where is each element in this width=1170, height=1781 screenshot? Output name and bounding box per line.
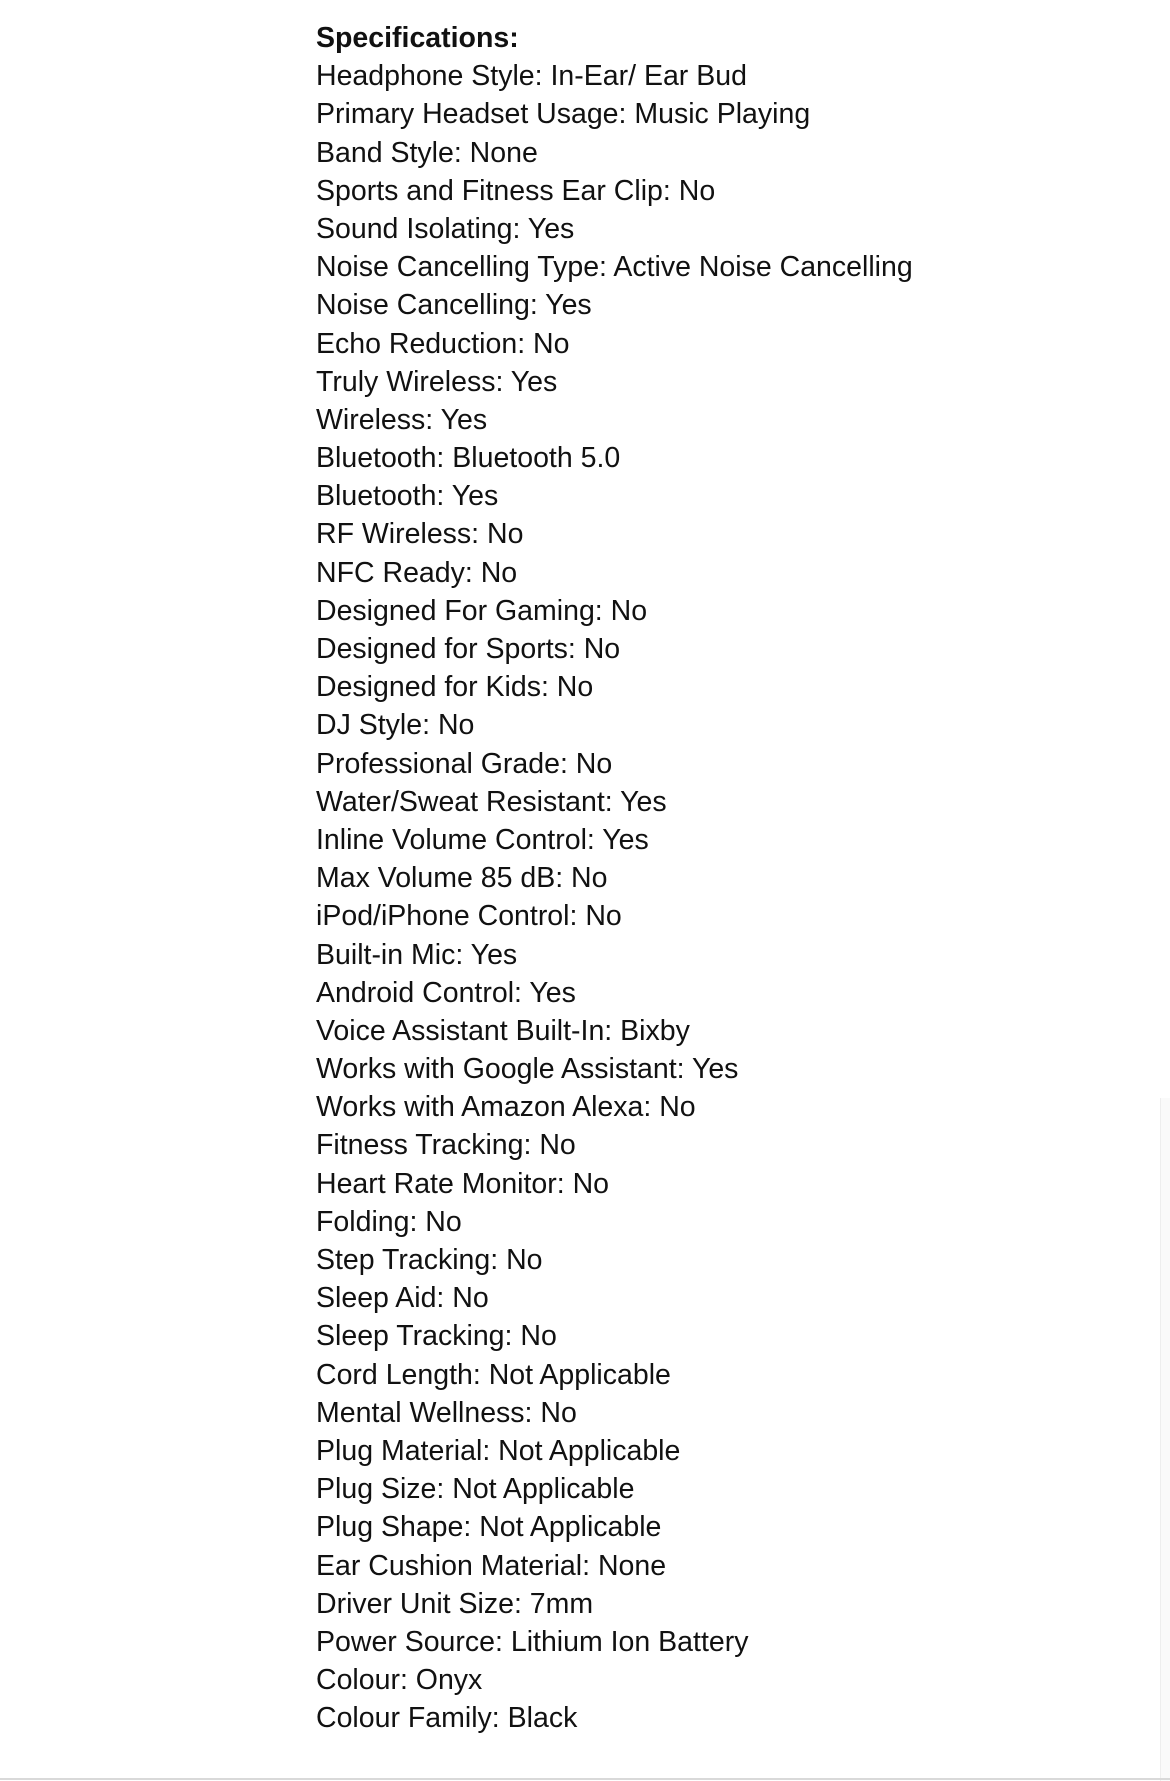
spec-line: Ear Cushion Material: None [316,1549,667,1582]
spec-line: RF Wireless: No [316,518,524,551]
spec-line: Designed For Gaming: No [316,594,648,627]
spec-line: Works with Google Assistant: Yes [316,1053,739,1086]
spec-line: Built-in Mic: Yes [316,938,518,971]
spec-line: Headphone Style: In-Ear/ Ear Bud [316,60,747,93]
spec-line: Power Source: Lithium Ion Battery [316,1625,749,1658]
spec-line: Max Volume 85 dB: No [316,862,608,895]
specifications-list [316,57,1136,1737]
spec-line: iPod/iPhone Control: No [316,900,622,933]
specifications-section [316,19,1136,1737]
spec-line: Band Style: None [316,136,538,169]
spec-line: Plug Material: Not Applicable [316,1434,681,1467]
spec-line: Sleep Tracking: No [316,1320,557,1353]
spec-line: Colour Family: Black [316,1702,578,1735]
spec-line: Echo Reduction: No [316,327,570,360]
spec-line: Inline Volume Control: Yes [316,823,649,856]
spec-line: Fitness Tracking: No [316,1129,576,1162]
spec-line: Sleep Aid: No [316,1282,489,1315]
spec-line: Plug Size: Not Applicable [316,1473,635,1506]
spec-line: Heart Rate Monitor: No [316,1167,610,1200]
spec-line: Step Tracking: No [316,1244,543,1276]
spec-line: NFC Ready: No [316,556,518,589]
spec-line: Truly Wireless: Yes [316,365,558,398]
spec-line: Noise Cancelling: Yes [316,289,592,322]
bottom-divider [0,1778,1170,1780]
spec-line: DJ Style: No [316,709,475,742]
spec-line: Android Control: Yes [316,976,576,1009]
spec-line: Works with Amazon Alexa: No [316,1091,696,1124]
spec-line: Professional Grade: No [316,747,613,780]
spec-line: Designed for Kids: No [316,671,594,704]
spec-line: Plug Shape: Not Applicable [316,1511,662,1544]
spec-line: Folding: No [316,1205,462,1238]
spec-line: Mental Wellness: No [316,1396,577,1429]
spec-line: Sound Isolating: Yes [316,212,575,245]
spec-line: Noise Cancelling Type: Active Noise Cancelling [316,251,913,284]
spec-line: Voice Assistant Built-In: Bixby [316,1014,690,1047]
spec-line: Primary Headset Usage: Music Playing [316,98,811,131]
spec-line: Sports and Fitness Ear Clip: No [316,174,716,207]
page-edge [1160,1098,1170,1781]
spec-line: Water/Sweat Resistant: Yes [316,785,667,818]
spec-line: Bluetooth: Bluetooth 5.0 [316,442,621,475]
specifications-heading: Specifications: [316,22,519,54]
spec-line: Bluetooth: Yes [316,480,499,513]
spec-line: Driver Unit Size: 7mm [316,1587,594,1620]
spec-line: Colour: Onyx [316,1664,483,1697]
spec-line: Wireless: Yes [316,403,488,436]
spec-line: Cord Length: Not Applicable [316,1358,671,1391]
spec-line: Designed for Sports: No [316,633,621,665]
